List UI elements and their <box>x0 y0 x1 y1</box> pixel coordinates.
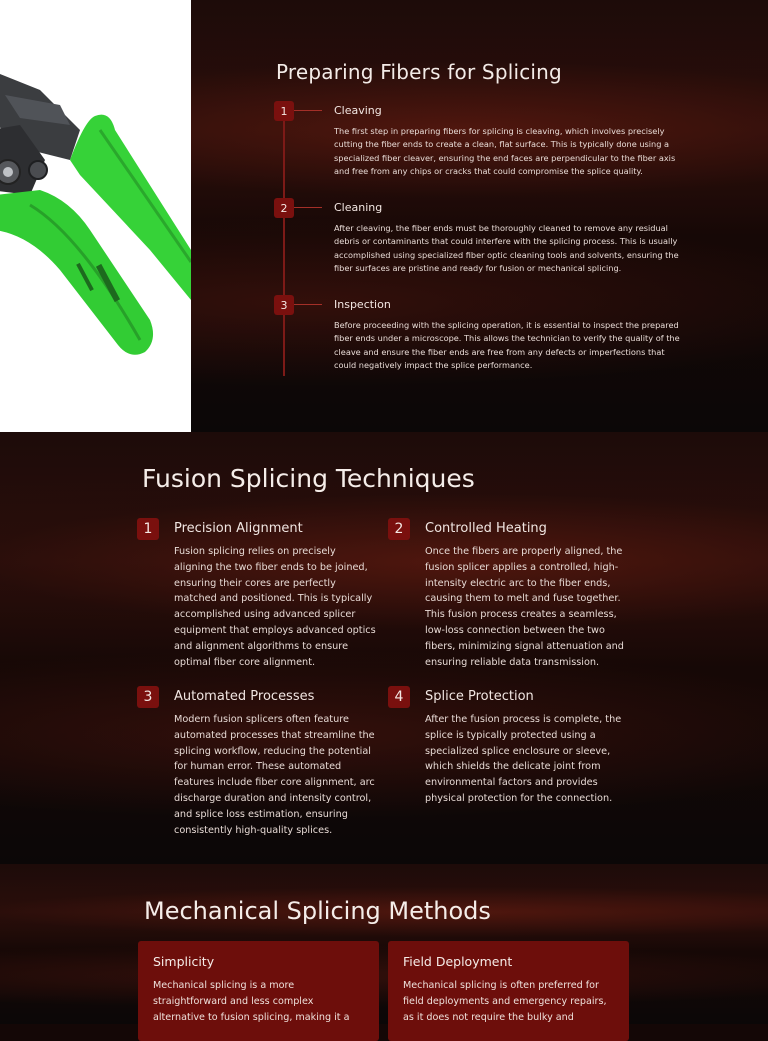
technique-title: Controlled Heating <box>425 521 547 536</box>
preparing-title: Preparing Fibers for Splicing <box>276 60 562 84</box>
technique-description: Modern fusion splicers often feature automated processes that streamline the splicing workflow, reducing the potential for human error. These automated features include fiber core alignment, arc discharge duration and intensity control, and splice loss estimation, ensuring consistently high-quality splices. <box>174 714 375 836</box>
technique-number-badge: 1 <box>137 518 159 540</box>
fusion-splicing-section <box>0 432 768 864</box>
step-number-badge: 3 <box>274 295 294 315</box>
technique-description: Once the fibers are properly aligned, the fusion splicer applies a controlled, high-intensity electric arc to the fiber ends, causing them to melt and fuse together. This fusion process creates a seamless, low-loss connection between the two fibers, minimizing signal attenuation and ensuring reliable data transmission. <box>425 546 624 668</box>
technique-title: Automated Processes <box>174 689 315 704</box>
card-simplicity <box>138 941 379 1041</box>
technique-description: After the fusion process is complete, the splice is typically protected using a specialized splice enclosure or sleeve, which shields the delicate joint from environmental factors and provides physical protection for the connection. <box>425 714 622 804</box>
card-title: Field Deployment <box>403 954 513 969</box>
card-title: Simplicity <box>153 954 215 969</box>
card-description: Mechanical splicing is a more straightforward and less complex alternative to fusion splicing, making it a <box>153 980 350 1023</box>
step-connector <box>294 207 322 208</box>
preparing-fibers-section <box>0 0 768 432</box>
step-title: Cleaning <box>334 201 383 214</box>
technique-title: Precision Alignment <box>174 521 303 536</box>
technique-number-badge: 4 <box>388 686 410 708</box>
step-number-badge: 2 <box>274 198 294 218</box>
step-description: After cleaving, the fiber ends must be thoroughly cleaned to remove any residual debris or contaminants that could interfere with the splicing process. This is usually accomplished using specialized fiber optic cleaning tools and solvents, ensuring the fiber surfaces are pristine and ready for fusion or mechanical splicing. <box>334 223 679 274</box>
mechanical-title: Mechanical Splicing Methods <box>144 897 491 925</box>
fiber-stripper-image <box>0 0 191 432</box>
technique-title: Splice Protection <box>425 689 534 704</box>
mechanical-splicing-section <box>0 864 768 1024</box>
step-title: Cleaving <box>334 104 382 117</box>
card-description: Mechanical splicing is often preferred for field deployments and emergency repairs, as it does not require the bulky and <box>403 980 607 1023</box>
fusion-title: Fusion Splicing Techniques <box>142 464 475 493</box>
fiber-stripper-tool-icon <box>0 0 191 432</box>
technique-number-badge: 2 <box>388 518 410 540</box>
step-description: The first step in preparing fibers for splicing is cleaving, which involves precisely cutting the fiber ends to create a clean, flat surface. This is typically done using a specialized fiber cleaver, ensuring the end faces are perpendicular to the fiber axis and free from any chips or cracks that could compromise the splice quality. <box>334 126 676 177</box>
step-connector <box>294 110 322 111</box>
card-field-deployment <box>388 941 629 1041</box>
timeline-line <box>283 104 285 376</box>
step-number-badge: 1 <box>274 101 294 121</box>
step-title: Inspection <box>334 298 391 311</box>
technique-description: Fusion splicing relies on precisely aligning the two fiber ends to be joined, ensuring their cores are perfectly matched and positioned. This is typically accomplished using advanced splicer equipment that employs advanced optics and alignment algorithms to ensure optimal fiber core alignment. <box>174 546 376 668</box>
step-description: Before proceeding with the splicing operation, it is essential to inspect the prepared fiber ends under a microscope. This allows the technician to verify the quality of the cleave and ensure the fiber ends are free from any defects or imperfections that could negatively impact the splice performance. <box>334 320 680 371</box>
technique-number-badge: 3 <box>137 686 159 708</box>
step-connector <box>294 304 322 305</box>
